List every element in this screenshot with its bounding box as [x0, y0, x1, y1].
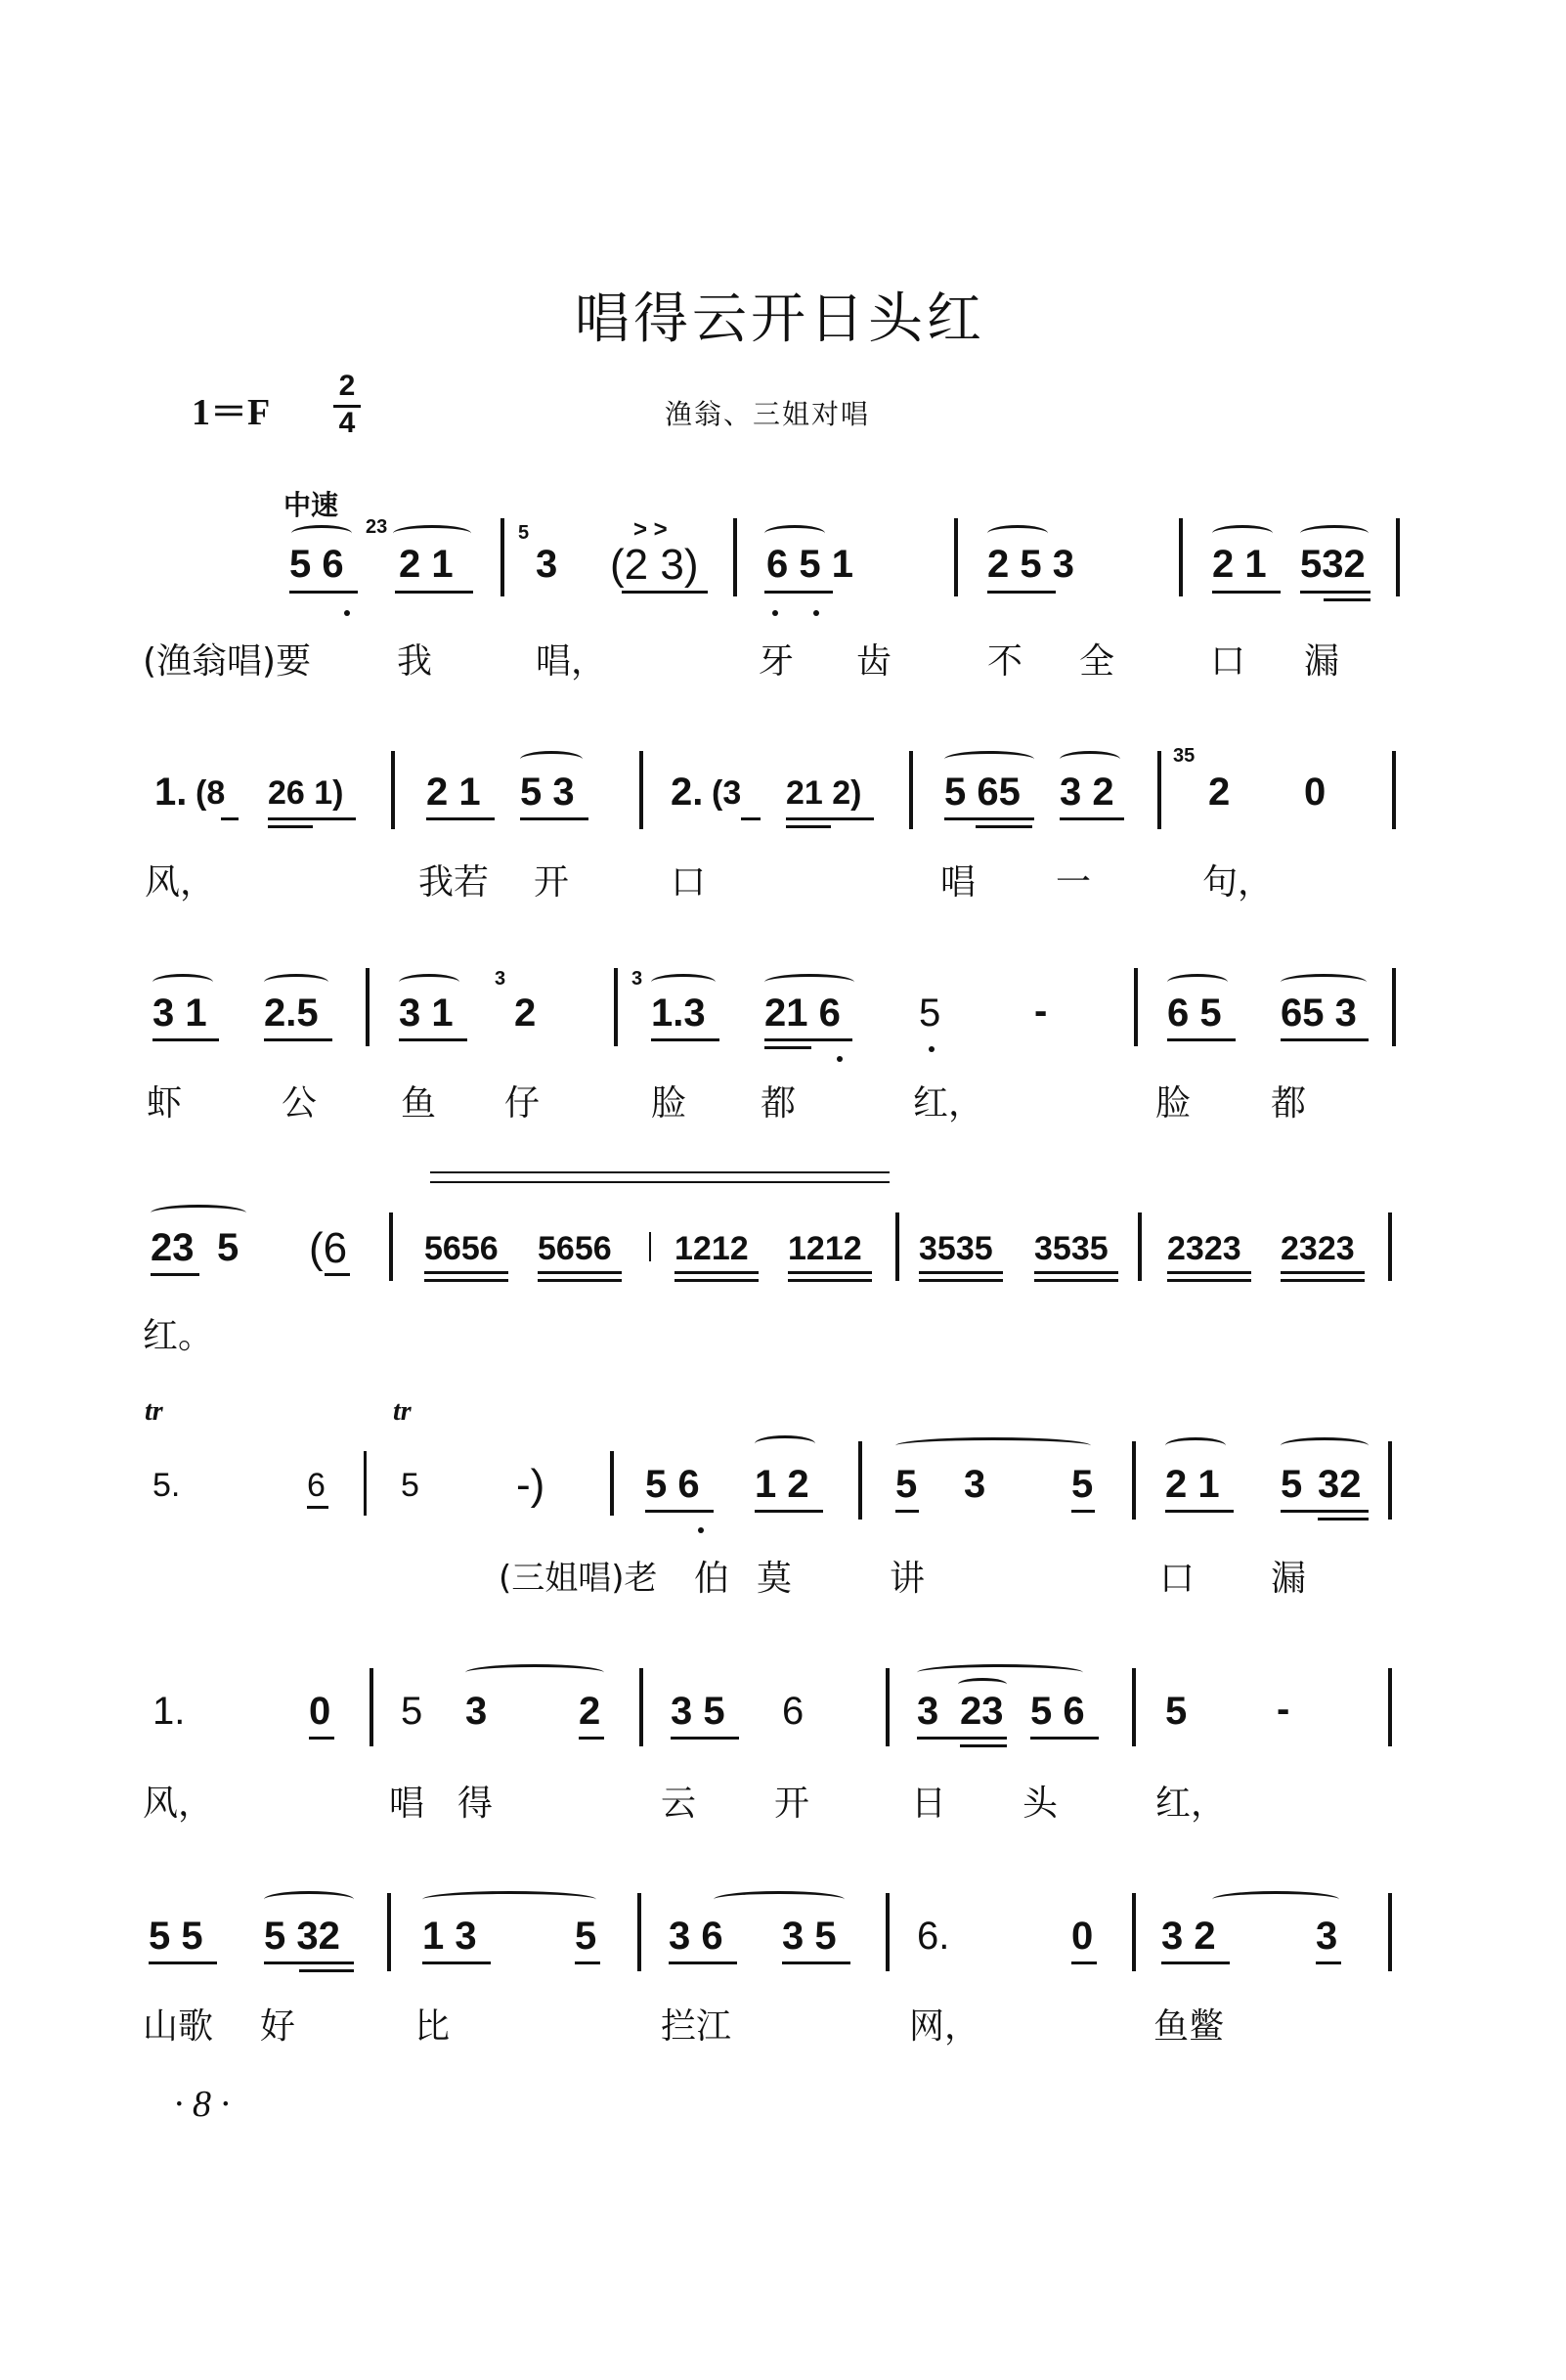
underline: [399, 1038, 467, 1041]
underline: [307, 1506, 328, 1509]
lyric: 都: [1271, 1083, 1307, 1124]
slur: [422, 1891, 596, 1908]
note-group: -: [1034, 990, 1048, 1033]
barline: [387, 1893, 391, 1971]
note-group: 1212: [674, 1230, 749, 1267]
underline: [764, 1046, 811, 1049]
lyric: 风，: [143, 1784, 214, 1824]
underline: [1034, 1271, 1118, 1274]
underline: [221, 817, 239, 820]
lyric: 口: [1210, 641, 1246, 682]
lyric: 网，: [909, 2006, 980, 2047]
octave-dot: [698, 1527, 704, 1533]
underline: [1324, 598, 1370, 601]
note-group: 5 6: [1030, 1690, 1085, 1733]
lyric: 日: [911, 1784, 947, 1824]
underline: [1281, 1271, 1365, 1274]
note-group: 3 5: [782, 1915, 837, 1958]
lyric: 全: [1079, 641, 1115, 682]
performers-note: 渔翁、三姐对唱: [665, 398, 871, 430]
note-group: 6.: [917, 1915, 950, 1958]
lyric: 开: [534, 862, 570, 903]
underline: [538, 1279, 622, 1282]
note-group: 21 2): [786, 774, 862, 812]
note-group: 1 3: [422, 1915, 477, 1958]
grace-note: 3: [495, 968, 506, 990]
slur: [764, 525, 825, 542]
note-group: 5656: [424, 1230, 499, 1267]
underline: [895, 1510, 919, 1513]
note-group: 5: [401, 1690, 423, 1733]
barline: [909, 751, 913, 829]
note-group: 3 1: [152, 992, 207, 1035]
underline: [786, 817, 874, 820]
barline: [391, 751, 395, 829]
slur: [264, 974, 328, 991]
barline: [1392, 968, 1396, 1046]
grace-note: 3: [631, 968, 643, 990]
underline: [1281, 1038, 1369, 1041]
lyric: 莫: [757, 1559, 793, 1599]
note-group: 5656: [538, 1230, 612, 1267]
underline: [538, 1271, 622, 1274]
note-group: 2 1: [426, 771, 481, 814]
underline: [575, 1961, 600, 1964]
barline: [895, 1212, 899, 1281]
barline: [639, 1668, 643, 1746]
trill-mark: tr: [393, 1396, 412, 1427]
underline: [976, 825, 1032, 828]
time-signature-bottom: 4: [338, 407, 356, 439]
octave-dot: [772, 610, 778, 616]
barline: [637, 1893, 641, 1971]
note-group: 1.: [152, 1690, 186, 1733]
lyric: 头: [1022, 1784, 1059, 1824]
note-group: 3: [964, 1463, 986, 1506]
slur: [1212, 525, 1273, 542]
note-group: 3 1: [399, 992, 454, 1035]
underline: [268, 817, 356, 820]
note-group: 0: [309, 1690, 331, 1733]
lyric: 漏: [1271, 1559, 1307, 1599]
underline: [1060, 817, 1124, 820]
barline: [1157, 751, 1161, 829]
note-group: 32: [1318, 1463, 1362, 1506]
slur: [1060, 751, 1120, 768]
note-group: 5.: [152, 1467, 181, 1504]
underline: [1281, 1510, 1369, 1513]
note-group: 5: [217, 1226, 239, 1269]
time-signature-top: 2: [338, 370, 356, 402]
lyric: 好: [260, 2006, 296, 2047]
note-group: 532: [1300, 543, 1366, 586]
slur: [264, 1891, 354, 1908]
lyric: (三姐唱)老: [499, 1559, 658, 1598]
slur: [151, 1205, 246, 1221]
underline: [424, 1271, 508, 1274]
note-group: 65 3: [1281, 992, 1357, 1035]
note-group: 3535: [919, 1230, 993, 1267]
barline: [1132, 1893, 1136, 1971]
lyric: 公: [282, 1083, 318, 1124]
note-group: 5 5: [149, 1915, 203, 1958]
underline: [1030, 1737, 1099, 1740]
note-group: -): [516, 1461, 545, 1509]
note-group: 6 5: [1167, 992, 1222, 1035]
note-group: 3 6: [669, 1915, 723, 1958]
note-group: 5: [1165, 1690, 1188, 1733]
underline: [424, 1279, 508, 1282]
underline: [422, 1961, 491, 1964]
barline: [610, 1451, 614, 1516]
underline: [741, 817, 761, 820]
barline: [1132, 1441, 1136, 1520]
barline: [1388, 1441, 1392, 1520]
trill-mark: tr: [145, 1396, 163, 1427]
slur: [291, 525, 352, 542]
slur: [651, 974, 716, 991]
note-group: 2 1: [1212, 543, 1267, 586]
crescendo-line: [430, 1181, 890, 1183]
barline: [614, 968, 618, 1046]
note-group: 5: [895, 1463, 918, 1506]
slur: [399, 974, 459, 991]
page-number: · 8 ·: [174, 2084, 230, 2125]
note-group: 21 6: [764, 992, 841, 1035]
barline: [886, 1668, 890, 1746]
note-group: 2 1: [1165, 1463, 1220, 1506]
slur: [465, 1664, 604, 1681]
note-group: 1 2: [755, 1463, 809, 1506]
note-group: 26 1): [268, 774, 344, 812]
underline: [1167, 1038, 1236, 1041]
barline: [1388, 1668, 1392, 1746]
underline: [152, 1038, 219, 1041]
note-group: 6 5 1: [766, 543, 853, 586]
underline: [309, 1737, 334, 1740]
note-group: 3 5: [671, 1690, 725, 1733]
underline: [1071, 1510, 1095, 1513]
lyric: 不: [987, 641, 1023, 682]
underline: [788, 1279, 872, 1282]
lyric: 风，: [145, 862, 216, 903]
note-group: 3: [465, 1690, 488, 1733]
note-group: 3: [917, 1690, 939, 1733]
barline: [858, 1441, 862, 1520]
note-group: (8: [196, 774, 226, 812]
underline: [919, 1279, 1003, 1282]
barline: [954, 518, 958, 596]
lyric: 山歌: [143, 2006, 214, 2047]
lyric: 我若: [418, 862, 490, 903]
lyric: 得: [457, 1784, 494, 1824]
barline: [1392, 751, 1396, 829]
crescendo-line: [430, 1171, 890, 1173]
barline: [639, 751, 643, 829]
song-title: 唱得云开日头红: [575, 287, 985, 351]
slur: [1281, 1437, 1369, 1454]
underline: [268, 825, 313, 828]
note-group: 3 2: [1161, 1915, 1216, 1958]
underline: [1165, 1510, 1234, 1513]
slur: [1165, 1437, 1226, 1454]
accent-marks: > >: [633, 516, 668, 543]
underline: [264, 1038, 332, 1041]
barline: [1134, 968, 1138, 1046]
underline: [755, 1510, 823, 1513]
slur: [1300, 525, 1369, 542]
octave-dot: [837, 1056, 843, 1062]
key-signature: 1＝F: [192, 392, 271, 433]
lyric: (渔翁唱)要: [143, 641, 312, 682]
note-group: 5: [1071, 1463, 1094, 1506]
note-group: 2: [514, 992, 537, 1035]
note-group: 1.3: [651, 992, 706, 1035]
slur: [520, 751, 583, 768]
lyric: 我: [397, 641, 433, 682]
underline: [764, 1038, 852, 1041]
note-group: (6: [309, 1224, 348, 1272]
note-group: 5: [1281, 1463, 1303, 1506]
underline: [1034, 1279, 1118, 1282]
note-group: 23: [960, 1690, 1004, 1733]
note-group: 5 3: [520, 771, 575, 814]
underline: [1071, 1961, 1097, 1964]
note-group: 2.: [671, 771, 704, 814]
barline: [370, 1668, 373, 1746]
lyric: 红，: [1155, 1784, 1227, 1824]
lyric: 拦江: [661, 2006, 732, 2047]
slur: [1167, 974, 1228, 991]
underline: [426, 817, 495, 820]
underline: [671, 1737, 739, 1740]
slur: [152, 974, 213, 991]
note-group: (3: [712, 774, 742, 812]
lyric: 一: [1056, 862, 1092, 903]
underline: [674, 1271, 759, 1274]
underline: [264, 1961, 354, 1964]
lyric: 仔: [504, 1083, 541, 1124]
barline: [1388, 1212, 1392, 1281]
underline: [151, 1273, 199, 1276]
grace-note: 35: [1173, 745, 1196, 767]
note-group: 3: [536, 543, 558, 586]
underline: [786, 825, 831, 828]
slur: [764, 974, 854, 991]
note-group: 2: [1208, 771, 1231, 814]
note-group: 6: [307, 1467, 326, 1504]
slur: [393, 525, 471, 542]
note-group: 5 65: [944, 771, 1021, 814]
slur: [895, 1437, 1091, 1454]
lyric: 鱼: [401, 1083, 437, 1124]
barline: [1396, 518, 1400, 596]
slur: [1212, 1891, 1339, 1908]
barline: [389, 1212, 393, 1281]
barline: [733, 518, 737, 596]
barline: [1179, 518, 1183, 596]
note-group: 6: [782, 1690, 805, 1733]
underline: [674, 1279, 759, 1282]
slur: [714, 1891, 845, 1908]
note-group: 2 1: [399, 543, 454, 586]
lyric: 唱: [940, 862, 977, 903]
lyric: 开: [774, 1784, 810, 1824]
note-group: 0: [1304, 771, 1327, 814]
note-group: 3: [1316, 1915, 1338, 1958]
lyric: 云: [661, 1784, 697, 1824]
underline: [1316, 1961, 1341, 1964]
tempo-marking: 中速: [283, 489, 339, 521]
note-group: 5 6: [645, 1463, 700, 1506]
note-group: -: [1277, 1688, 1290, 1731]
note-group: 1.: [154, 771, 188, 814]
underline: [944, 817, 1034, 820]
underline: [1281, 1279, 1365, 1282]
underline: [669, 1961, 737, 1964]
lyric: 句，: [1202, 862, 1274, 903]
lyric: 比: [414, 2006, 451, 2047]
lyric: 漏: [1304, 641, 1340, 682]
underline: [395, 591, 473, 594]
lyric: 唱，: [536, 641, 607, 682]
underline: [622, 591, 708, 594]
lyric: 脸: [651, 1083, 687, 1124]
underline: [1161, 1961, 1230, 1964]
barline: [1138, 1212, 1142, 1281]
underline: [520, 817, 588, 820]
lyric: 齿: [856, 641, 892, 682]
note-group: 3535: [1034, 1230, 1109, 1267]
barline: [1388, 1893, 1392, 1971]
underline: [782, 1961, 850, 1964]
underline: [645, 1510, 714, 1513]
barline: [500, 518, 504, 596]
lyric: 口: [1159, 1559, 1196, 1599]
lyric: 讲: [890, 1559, 926, 1599]
barline: [364, 1451, 367, 1516]
barline: [649, 1232, 651, 1261]
underline: [917, 1737, 1007, 1740]
note-group: 23: [151, 1226, 195, 1269]
octave-dot: [929, 1046, 935, 1052]
slur: [1281, 974, 1367, 991]
lyric: 牙: [759, 641, 795, 682]
note-group: 2.5: [264, 992, 319, 1035]
note-group: 2 5 3: [987, 543, 1074, 586]
barline: [366, 968, 370, 1046]
barline: [1132, 1668, 1136, 1746]
grace-note: 23: [366, 516, 388, 538]
note-group: 5 32: [264, 1915, 340, 1958]
slur: [917, 1664, 1083, 1681]
underline: [919, 1271, 1003, 1274]
note-group: 5 6: [289, 543, 344, 586]
grace-note: 5: [518, 522, 530, 544]
underline: [1167, 1271, 1251, 1274]
octave-dot: [813, 610, 819, 616]
underline: [289, 591, 358, 594]
barline: [886, 1893, 890, 1971]
slur: [944, 751, 1034, 768]
lyric: 口: [671, 862, 707, 903]
lyric: 脸: [1155, 1083, 1192, 1124]
underline: [764, 591, 833, 594]
underline: [325, 1273, 350, 1276]
underline: [579, 1737, 604, 1740]
lyric: 红，: [913, 1083, 984, 1124]
note-group: 1212: [788, 1230, 862, 1267]
underline: [788, 1271, 872, 1274]
underline: [1318, 1518, 1369, 1521]
slur: [755, 1435, 815, 1452]
note-group: 2: [579, 1690, 601, 1733]
lyric: 唱: [389, 1784, 425, 1824]
underline: [149, 1961, 217, 1964]
lyric: 鱼鳖: [1153, 2006, 1225, 2047]
lyric: 红。: [143, 1316, 214, 1356]
octave-dot: [344, 610, 350, 616]
underline: [1212, 591, 1281, 594]
lyric: 伯: [694, 1559, 730, 1599]
lyric: 都: [761, 1083, 797, 1124]
underline: [1300, 591, 1370, 594]
underline: [987, 591, 1056, 594]
underline: [1167, 1279, 1251, 1282]
note-group: 5: [575, 1915, 597, 1958]
note-group: 3 2: [1060, 771, 1114, 814]
lyric: 虾: [147, 1083, 183, 1124]
underline: [960, 1744, 1007, 1747]
note-group: 2323: [1167, 1230, 1241, 1267]
note-group: 2323: [1281, 1230, 1355, 1267]
underline: [651, 1038, 719, 1041]
note-group: 5: [401, 1467, 419, 1504]
note-group: (2 3): [610, 541, 699, 589]
note-group: 5: [919, 992, 941, 1035]
underline: [299, 1969, 354, 1972]
note-group: 0: [1071, 1915, 1094, 1958]
slur: [987, 525, 1048, 542]
